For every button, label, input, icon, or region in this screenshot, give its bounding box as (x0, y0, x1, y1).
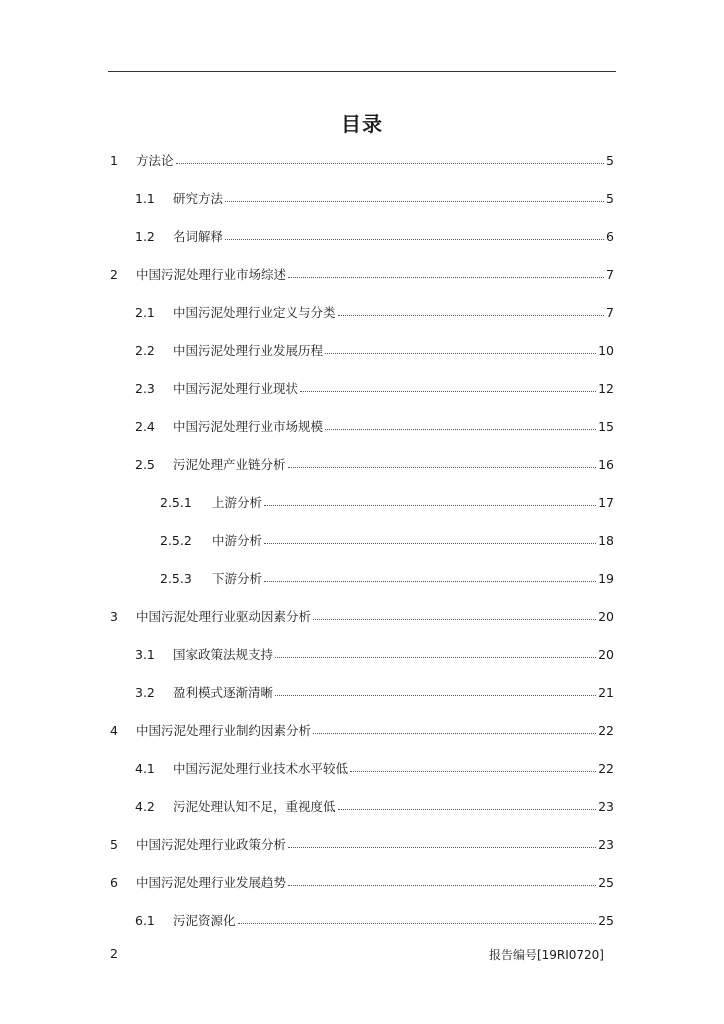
toc-entry-leader-dots (338, 809, 597, 810)
toc-entry-number: 1 (110, 152, 118, 168)
toc-entry-leader-dots (300, 391, 596, 392)
toc-entry-label: 中国污泥处理行业市场综述 (136, 267, 287, 282)
toc-entry[interactable] (135, 682, 614, 702)
toc-entry[interactable] (160, 568, 614, 588)
toc-entry-leader-dots (288, 847, 596, 848)
toc-entry-page: 21 (598, 684, 614, 700)
toc-entry[interactable] (135, 910, 614, 930)
toc-entry-leader-dots (238, 923, 597, 924)
toc-entry-leader-dots (338, 315, 605, 316)
toc-entry-number: 4 (110, 722, 118, 738)
toc-entry-leader-dots (350, 771, 596, 772)
toc-entry-page: 16 (598, 456, 614, 472)
toc-entry-number: 2.2 (135, 342, 155, 358)
toc-entry-label: 上游分析 (212, 495, 263, 510)
toc-entry[interactable] (135, 302, 614, 322)
toc-entry-leader-dots (225, 239, 604, 240)
toc-entry-number: 4.1 (135, 760, 155, 776)
footer-report-number: 报告编号[19RI0720] (488, 948, 604, 962)
toc-entry-page: 17 (598, 494, 614, 510)
toc-entry[interactable] (160, 492, 614, 512)
toc-entry-label: 中国污泥处理行业发展历程 (173, 343, 324, 358)
toc-entry-label: 中国污泥处理行业市场规模 (173, 419, 324, 434)
toc-entry-page: 22 (598, 722, 614, 738)
toc-entry[interactable] (110, 720, 614, 740)
toc-entry[interactable] (110, 150, 614, 170)
toc-entry-label: 中国污泥处理行业政策分析 (136, 837, 287, 852)
toc-entry-page: 25 (598, 912, 614, 928)
toc-title: 目录 (341, 112, 383, 136)
toc-entry-page: 15 (598, 418, 614, 434)
toc-entry-page: 5 (606, 190, 614, 206)
toc-entry-leader-dots (275, 695, 596, 696)
toc-entry-label: 中国污泥处理行业发展趋势 (136, 875, 287, 890)
toc-entry-page: 20 (598, 608, 614, 624)
toc-entry[interactable] (135, 378, 614, 398)
toc-entry[interactable] (110, 872, 614, 892)
toc-entry-number: 3 (110, 608, 118, 624)
toc-entry-leader-dots (264, 505, 596, 506)
toc-entry-page: 7 (606, 266, 614, 282)
toc-entry-label: 中国污泥处理行业驱动因素分析 (136, 609, 312, 624)
toc-entry-page: 23 (598, 798, 614, 814)
toc-entry-page: 25 (598, 874, 614, 890)
toc-entry-number: 2.4 (135, 418, 155, 434)
toc-entry[interactable] (110, 606, 614, 626)
toc-entry-label: 污泥资源化 (173, 913, 236, 928)
toc-entry-page: 19 (598, 570, 614, 586)
toc-entry-page: 10 (598, 342, 614, 358)
toc-entry-leader-dots (288, 277, 604, 278)
toc-entry[interactable] (135, 454, 614, 474)
toc-entry-label: 中国污泥处理行业制约因素分析 (136, 723, 312, 738)
toc-entry-number: 1.1 (135, 190, 155, 206)
toc-entry-leader-dots (313, 619, 596, 620)
toc-entry-leader-dots (288, 467, 597, 468)
toc-entry-number: 3.2 (135, 684, 155, 700)
toc-entry-label: 盈利模式逐渐清晰 (173, 685, 274, 700)
toc-entry-number: 4.2 (135, 798, 155, 814)
toc-entry-number: 2.3 (135, 380, 155, 396)
toc-entry-label: 中国污泥处理行业技术水平较低 (173, 761, 349, 776)
toc-entry-page: 22 (598, 760, 614, 776)
toc-entry-number: 2.1 (135, 304, 155, 320)
toc-entry[interactable] (135, 644, 614, 664)
toc-entry-label: 方法论 (136, 153, 174, 168)
toc-entry-number: 2.5 (135, 456, 155, 472)
toc-entry-label: 污泥处理认知不足，重视度低 (173, 799, 336, 814)
toc-entry[interactable] (135, 796, 614, 816)
toc-entry[interactable] (110, 834, 614, 854)
toc-entry-label: 中国污泥处理行业现状 (173, 381, 299, 396)
toc-entry-label: 中游分析 (212, 533, 263, 548)
toc-entry-page: 23 (598, 836, 614, 852)
toc-entry[interactable] (160, 530, 614, 550)
toc-entry-number: 5 (110, 836, 118, 852)
toc-entry-number: 2 (110, 266, 118, 282)
toc-entry-page: 5 (606, 152, 614, 168)
toc-entry-label: 污泥处理产业链分析 (173, 457, 286, 472)
toc-entry-leader-dots (325, 429, 596, 430)
toc-entry[interactable] (135, 758, 614, 778)
toc-entry-leader-dots (176, 163, 605, 164)
toc-entry-number: 2.5.3 (160, 570, 192, 586)
toc-entry[interactable] (135, 188, 614, 208)
footer-page-number: 2 (110, 946, 118, 961)
toc-entry[interactable] (135, 226, 614, 246)
toc-entry-page: 18 (598, 532, 614, 548)
toc-entry-leader-dots (264, 581, 596, 582)
toc-entry-page: 6 (606, 228, 614, 244)
toc-entry-number: 2.5.1 (160, 494, 192, 510)
toc-entry[interactable] (135, 416, 614, 436)
toc-entry-leader-dots (325, 353, 596, 354)
toc-entry-label: 国家政策法规支持 (173, 647, 274, 662)
toc-entry-number: 6.1 (135, 912, 155, 928)
toc-entry[interactable] (110, 264, 614, 284)
header-rule (108, 71, 616, 72)
toc-entry-number: 1.2 (135, 228, 155, 244)
toc-entry-page: 7 (606, 304, 614, 320)
toc-entry-leader-dots (264, 543, 596, 544)
toc-entry-leader-dots (225, 201, 604, 202)
toc-entry[interactable] (135, 340, 614, 360)
toc-entry-leader-dots (275, 657, 596, 658)
toc-entry-label: 下游分析 (212, 571, 263, 586)
toc-entry-number: 6 (110, 874, 118, 890)
toc-entry-label: 研究方法 (173, 191, 224, 206)
toc-entry-label: 名词解释 (173, 229, 224, 244)
toc-entry-label: 中国污泥处理行业定义与分类 (173, 305, 336, 320)
toc-entry-number: 2.5.2 (160, 532, 192, 548)
toc-entry-leader-dots (313, 733, 596, 734)
toc-entry-page: 20 (598, 646, 614, 662)
toc-entry-leader-dots (288, 885, 596, 886)
toc-entry-page: 12 (598, 380, 614, 396)
toc-entry-number: 3.1 (135, 646, 155, 662)
